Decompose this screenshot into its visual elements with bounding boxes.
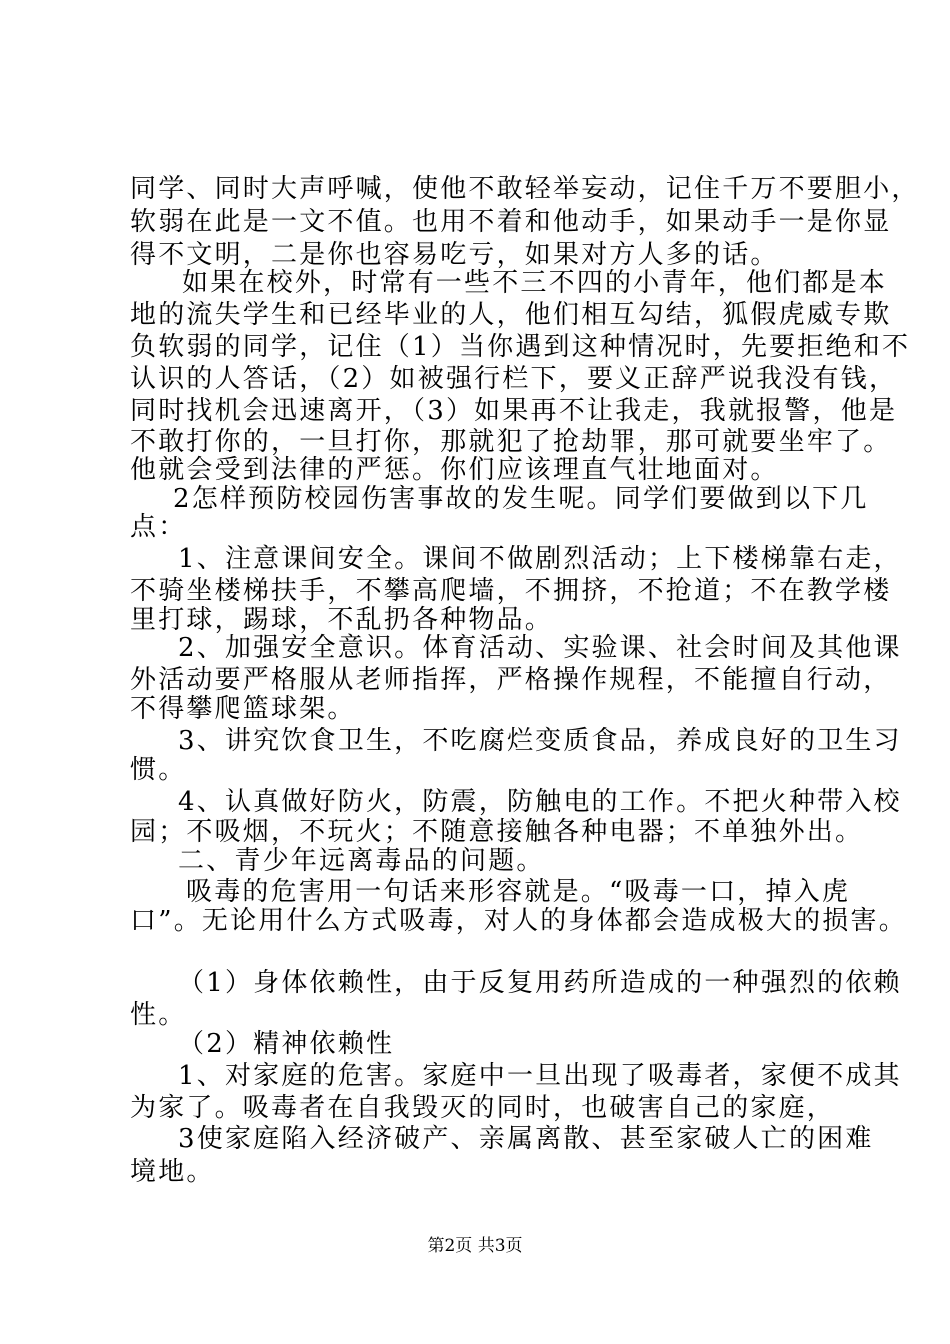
- section-heading: 二、青少年远离毒品的问题。: [178, 846, 545, 876]
- text-line: 4、认真做好防火，防震，防触电的工作。不把火种带入校: [178, 787, 902, 817]
- text-line: 他就会受到法律的严惩。你们应该理直气壮地面对。: [130, 455, 779, 485]
- text-line: 口”。无论用什么方式吸毒，对人的身体都会造成极大的损害。: [130, 906, 907, 936]
- page-number-footer: 第2页 共3页: [427, 1236, 523, 1256]
- text-line: 2怎样预防校园伤害事故的发生呢。同学们要做到以下几: [173, 484, 869, 514]
- text-line: 不骑坐楼梯扶手，不攀高爬墙，不拥挤，不抢道；不在教学楼: [130, 576, 892, 606]
- text-line: 2、加强安全意识。体育活动、实验课、社会时间及其他课: [178, 633, 902, 663]
- text-line: 外活动要严格服从老师指挥，严格操作规程，不能擅自行动，: [130, 665, 892, 695]
- text-line: 点：: [130, 512, 187, 542]
- text-line: 认识的人答话，（2）如被强行栏下，要义正辞严说我没有钱，: [130, 364, 898, 394]
- text-line: 不得攀爬篮球架。: [130, 694, 356, 724]
- text-line: 1、注意课间安全。课间不做剧烈活动；上下楼梯靠右走，: [178, 544, 902, 574]
- text-line: 得不文明，二是你也容易吃亏，如果对方人多的话。: [130, 240, 779, 270]
- text-line: 园；不吸烟，不玩火；不随意接触各种电器；不单独外出。: [130, 817, 864, 847]
- text-line: 负软弱的同学，记住（1）当你遇到这种情况时，先要拒绝和不: [130, 332, 911, 362]
- text-line: 1、对家庭的危害。家庭中一旦出现了吸毒者，家便不成其: [178, 1061, 902, 1091]
- text-line: 境地。: [130, 1157, 215, 1187]
- text-line: 同学、同时大声呼喊，使他不敢轻举妄动，记住千万不要胆小，: [130, 174, 920, 204]
- text-line: 3、讲究饮食卫生，不吃腐烂变质食品，养成良好的卫生习: [178, 726, 902, 756]
- text-line: 吸毒的危害用一句话来形容就是。“吸毒一口，掉入虎: [186, 877, 851, 907]
- text-line: （1）身体依赖性，由于反复用药所造成的一种强烈的依赖: [178, 968, 902, 998]
- text-line: 惯。: [130, 755, 187, 785]
- text-line: 3使家庭陷入经济破产、亲属离散、甚至家破人亡的困难: [178, 1124, 874, 1154]
- text-line: 如果在校外，时常有一些不三不四的小青年，他们都是本: [182, 268, 888, 298]
- text-line: （2）精神依赖性: [178, 1029, 395, 1059]
- text-line: 不敢打你的，一旦打你，那就犯了抢劫罪，那可就要坐牢了。: [130, 427, 892, 457]
- text-line: 里打球，踢球，不乱扔各种物品。: [130, 605, 554, 635]
- text-line: 为家了。吸毒者在自我毁灭的同时，也破害自己的家庭，: [130, 1093, 836, 1123]
- text-line: 地的流失学生和已经毕业的人，他们相互勾结，狐假虎威专欺: [130, 300, 892, 330]
- text-line: 软弱在此是一文不值。也用不着和他动手，如果动手一是你显: [130, 207, 892, 237]
- text-line: 同时找机会迅速离开，（3）如果再不让我走，我就报警，他是: [130, 396, 898, 426]
- text-line: 性。: [130, 1000, 187, 1030]
